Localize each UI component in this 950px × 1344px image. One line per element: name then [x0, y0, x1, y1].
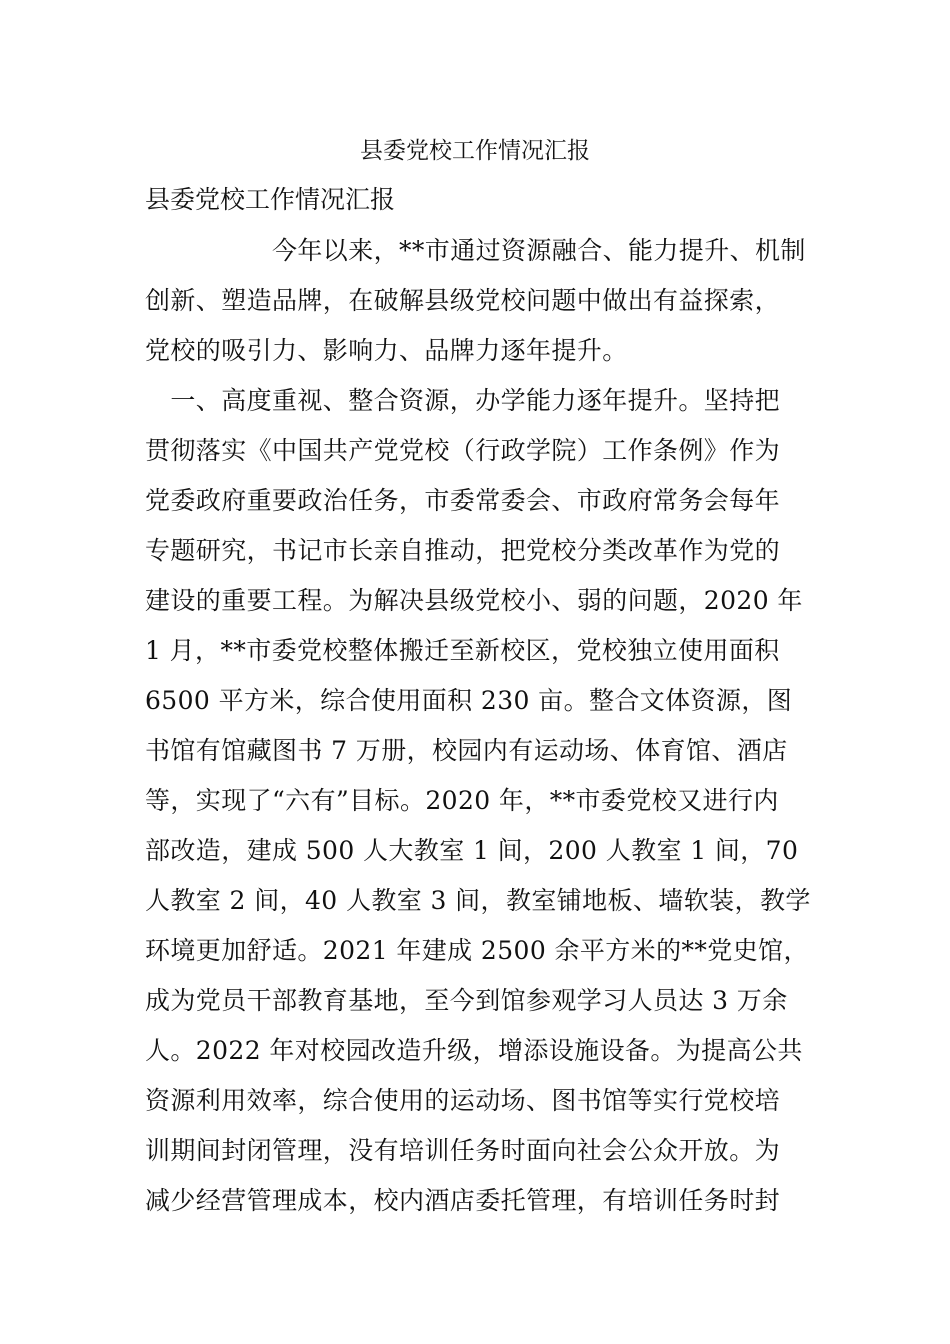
- paragraph-line: 贯彻落实《中国共产党党校（行政学院）工作条例》作为: [145, 436, 781, 465]
- paragraph-line: 资源利用效率，综合使用的运动场、图书馆等实行党校培: [145, 1086, 781, 1115]
- paragraph-line: 人教室 2 间，40 人教室 3 间，教室铺地板、墙软装，教学: [145, 886, 811, 915]
- paragraph-line: 训期间封闭管理，没有培训任务时面向社会公众开放。为: [145, 1136, 781, 1165]
- paragraph-line: 建设的重要工程。为解决县级党校小、弱的问题，2020 年: [145, 586, 803, 615]
- paragraph-line: 一、高度重视、整合资源，办学能力逐年提升。坚持把: [145, 386, 781, 415]
- paragraph-line: 今年以来，**市通过资源融合、能力提升、机制: [145, 236, 806, 265]
- paragraph-line: 部改造，建成 500 人大教室 1 间，200 人教室 1 间，70: [145, 836, 799, 865]
- paragraph-intro: [145, 226, 805, 376]
- paragraph-line: 6500 平方米，综合使用面积 230 亩。整合文体资源，图: [145, 686, 793, 715]
- paragraph-line: 1 月，**市委党校整体搬迁至新校区，党校独立使用面积: [145, 636, 780, 665]
- paragraph-line: 等，实现了“六有”目标。2020 年，**市委党校又进行内: [145, 786, 779, 815]
- paragraph-line: 减少经营管理成本，校内酒店委托管理，有培训任务时封: [145, 1186, 781, 1215]
- paragraph-line: 专题研究，书记市长亲自推动，把党校分类改革作为党的: [145, 536, 781, 565]
- paragraph-line: 人。2022 年对校园改造升级，增添设施设备。为提高公共: [145, 1036, 803, 1065]
- paragraph-line: 党委政府重要政治任务，市委常委会、市政府常务会每年: [145, 486, 781, 515]
- paragraph-line: 党校的吸引力、影响力、品牌力逐年提升。: [145, 336, 628, 365]
- document-title: 县委党校工作情况汇报: [360, 138, 590, 164]
- paragraph-line: 成为党员干部教育基地，至今到馆参观学习人员达 3 万余: [145, 986, 788, 1015]
- paragraph-line: 环境更加舒适。2021 年建成 2500 余平方米的**党史馆，: [145, 936, 809, 965]
- paragraph-section-one: [145, 376, 811, 1226]
- paragraph-line: 书馆有馆藏图书 7 万册，校园内有运动场、体育馆、酒店: [145, 736, 788, 765]
- document-subtitle: 县委党校工作情况汇报: [145, 185, 396, 214]
- paragraph-line: 创新、塑造品牌，在破解县级党校问题中做出有益探索，: [145, 286, 781, 315]
